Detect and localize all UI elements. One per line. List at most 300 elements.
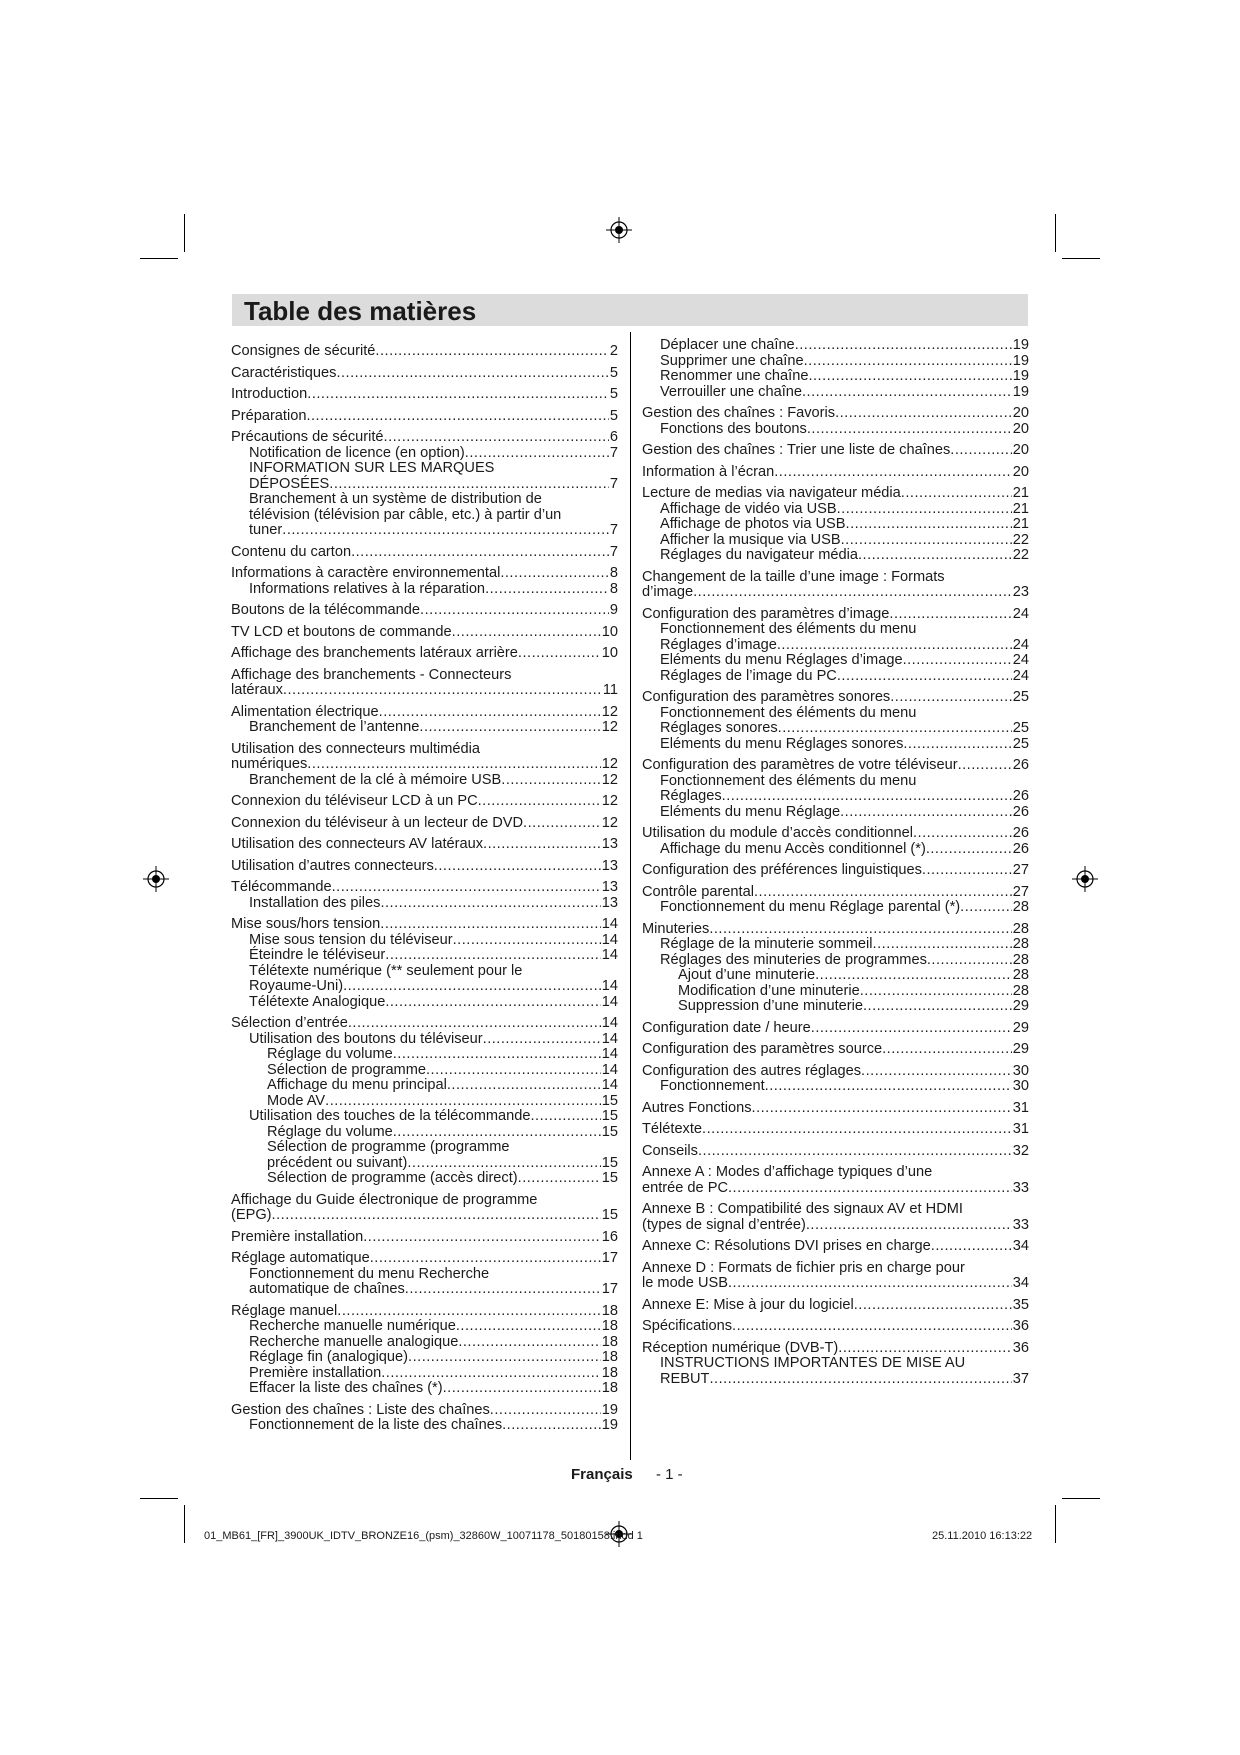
toc-page-number: 17 <box>601 1250 618 1266</box>
toc-entry <box>231 1032 618 1048</box>
toc-entry <box>231 1109 618 1125</box>
toc-page-number: 15 <box>601 1108 618 1124</box>
toc-entry <box>231 387 618 403</box>
leader-dots <box>861 1064 1012 1080</box>
toc-page-number: 21 <box>1012 485 1029 501</box>
toc-page-number: 34 <box>1012 1238 1029 1254</box>
leader-dots <box>393 1125 601 1141</box>
footer-language: Français <box>571 1466 633 1483</box>
toc-entry-text: (types de signal d’entrée) <box>642 1216 806 1233</box>
toc-page-number: 15 <box>601 1123 618 1140</box>
toc-page-number: 26 <box>1012 825 1029 841</box>
toc-entry <box>231 430 618 446</box>
leader-dots <box>501 773 601 789</box>
toc-entry-text: tuner <box>249 522 283 538</box>
toc-entry <box>642 937 1029 953</box>
crop-mark <box>140 258 178 259</box>
toc-entry-text: Réglages des minuteries de programmes <box>660 951 927 968</box>
toc-page-number: 32 <box>1012 1142 1029 1159</box>
leader-dots <box>693 585 1012 601</box>
toc-entry-text: Conseils <box>642 1142 698 1159</box>
toc-page-number: 20 <box>1012 405 1029 421</box>
toc-entry <box>642 1356 1029 1387</box>
toc-page-number: 26 <box>1012 757 1029 773</box>
leader-dots <box>329 477 609 493</box>
toc-entry-text: Fonctionnement des éléments du menu <box>660 772 917 789</box>
toc-entry-text: Informations relatives à la réparation <box>249 580 486 597</box>
toc-entry-text: Télécommande <box>231 879 332 895</box>
toc-entry-text: Utilisation des touches de la télécommande <box>249 1108 531 1124</box>
crop-mark <box>184 1505 185 1543</box>
toc-entry <box>231 1403 618 1419</box>
leader-dots <box>922 863 1012 879</box>
toc-page-number: 8 <box>609 565 618 581</box>
toc-entry <box>642 1319 1029 1335</box>
leader-dots <box>307 757 601 773</box>
toc-entry-text: Première installation <box>249 1364 382 1381</box>
leader-dots <box>854 1298 1012 1314</box>
leader-dots <box>337 1304 600 1320</box>
toc-page-number: 24 <box>1012 636 1029 653</box>
toc-entry-text: Autres Fonctions <box>642 1099 752 1116</box>
toc-entry <box>642 517 1029 533</box>
toc-entry-text: Renommer une chaîne <box>660 368 809 384</box>
toc-entry-text: Configuration des autres réglages <box>642 1062 862 1079</box>
toc-page-number: 31 <box>1012 1121 1029 1137</box>
toc-entry <box>642 863 1029 879</box>
toc-entry <box>231 545 618 561</box>
toc-entry <box>642 465 1029 481</box>
leader-dots <box>950 443 1012 459</box>
leader-dots <box>732 1319 1012 1335</box>
toc-entry-text: Première installation <box>231 1228 364 1245</box>
leader-dots <box>698 1144 1012 1160</box>
toc-page-number: 14 <box>601 1077 618 1093</box>
toc-page-number: 14 <box>601 1061 618 1078</box>
toc-page-number: 28 <box>1012 899 1029 915</box>
toc-page-number: 36 <box>1012 1339 1029 1356</box>
leader-dots <box>453 933 601 949</box>
toc-entry-text: Consignes de sécurité <box>231 343 376 359</box>
toc-entry <box>642 486 1029 502</box>
toc-page-number: 27 <box>1012 883 1029 900</box>
toc-entry-text: Configuration des paramètres sonores <box>642 689 891 705</box>
toc-entry-text: Eléments du menu Réglages sonores <box>660 735 904 752</box>
toc-entry <box>642 1101 1029 1117</box>
leader-dots <box>860 984 1012 1000</box>
title-bar <box>232 294 1028 326</box>
toc-entry-text: Réglage de la minuterie sommeil <box>660 936 873 952</box>
toc-entry-text: Suppression d’une minuterie <box>678 998 863 1014</box>
leader-dots <box>385 995 600 1011</box>
toc-entry-text: Préparation <box>231 407 307 424</box>
toc-entry <box>231 896 618 912</box>
leader-dots <box>523 816 601 832</box>
toc-entry <box>642 406 1029 422</box>
toc-page-number: 13 <box>601 836 618 852</box>
toc-entry-text: Afficher la musique via USB <box>660 531 841 548</box>
toc-entry-text: Branchement à un système de distribution de <box>249 491 542 507</box>
leader-dots <box>765 1079 1012 1095</box>
toc-entry-text: Contrôle parental <box>642 883 754 900</box>
toc-entry-text: Boutons de la télécommande <box>231 602 421 618</box>
toc-entry <box>231 582 618 598</box>
toc-entry-text: Recherche manuelle analogique <box>249 1333 459 1350</box>
toc-entry <box>231 344 618 360</box>
leader-dots <box>702 1122 1012 1138</box>
toc-entry-text: Réception numérique (DVB-T) <box>642 1339 839 1356</box>
toc-page-number: 19 <box>601 1401 618 1418</box>
toc-page-number: 33 <box>1012 1179 1029 1196</box>
toc-entry-text: TV LCD et boutons de commande <box>231 623 452 640</box>
toc-page-number: 14 <box>601 993 618 1010</box>
toc-entry-text: Utilisation du module d’accès conditionnel <box>642 825 913 841</box>
toc-entry-text: entrée de PC <box>642 1179 728 1196</box>
toc-page-number: 13 <box>601 894 618 911</box>
toc-entry <box>231 933 618 949</box>
toc-entry-text: Réglage fin (analogique) <box>249 1349 409 1365</box>
toc-page-number: 35 <box>1012 1296 1029 1313</box>
leader-dots <box>385 948 600 964</box>
toc-page-number: 26 <box>1012 840 1029 857</box>
toc-entry <box>231 603 618 619</box>
leader-dots <box>447 1078 601 1094</box>
toc-page-number: 28 <box>1012 951 1029 968</box>
leader-dots <box>379 705 601 721</box>
toc-entry <box>231 409 618 425</box>
toc-page-number: 25 <box>1012 720 1029 736</box>
leader-dots <box>408 1350 601 1366</box>
leader-dots <box>452 625 601 641</box>
leader-dots <box>754 885 1012 901</box>
toc-page-number: 19 <box>601 1417 618 1433</box>
toc-page-number: 19 <box>1012 337 1029 353</box>
leader-dots <box>778 721 1012 737</box>
toc-page-number: 25 <box>1012 689 1029 705</box>
toc-entry-text: Télétexte numérique (** seulement pour le <box>249 962 523 979</box>
toc-entry <box>231 794 618 810</box>
leader-dots <box>419 720 600 736</box>
toc-entry-text: Fonctionnement du menu Recherche <box>249 1265 490 1282</box>
leader-dots <box>351 545 609 561</box>
toc-entry <box>231 1193 618 1224</box>
toc-page-number: 33 <box>1012 1216 1029 1233</box>
toc-entry <box>642 953 1029 969</box>
page-title: Table des matières <box>244 296 477 326</box>
toc-entry <box>231 1047 618 1063</box>
toc-entry <box>231 773 618 789</box>
toc-page-number: 12 <box>601 756 618 772</box>
toc-entry-text: d’image <box>642 584 694 600</box>
toc-entry-text: Eléments du menu Réglage <box>660 803 841 820</box>
toc-entry <box>642 1261 1029 1292</box>
toc-page-number: 27 <box>1012 862 1029 878</box>
leader-dots <box>837 669 1012 685</box>
leader-dots <box>380 917 601 933</box>
toc-entry-text: Fonctionnement des éléments du menu <box>660 621 917 637</box>
toc-entry <box>231 816 618 832</box>
toc-entry-text: Réglages sonores <box>660 720 778 736</box>
toc-page-number: 14 <box>601 916 618 932</box>
leader-dots <box>307 387 609 403</box>
toc-entry-text: numériques <box>231 756 308 772</box>
toc-page-number: 9 <box>609 602 618 618</box>
toc-entry <box>231 1125 618 1141</box>
toc-page-number: 14 <box>601 931 618 948</box>
leader-dots <box>348 1016 601 1032</box>
leader-dots <box>393 1047 601 1063</box>
toc-entry <box>231 1319 618 1335</box>
toc-page-number: 6 <box>609 429 618 445</box>
toc-page-number: 13 <box>601 879 618 895</box>
toc-entry <box>642 758 1029 774</box>
leader-dots <box>752 1101 1012 1117</box>
leader-dots <box>808 369 1011 385</box>
toc-entry-text: Connexion du téléviseur à un lecteur de DVD <box>231 814 524 831</box>
toc-entry-text: Annexe D : Formats de fichier pris en charge pour <box>642 1259 965 1276</box>
toc-page-number: 17 <box>601 1281 618 1297</box>
toc-page-number: 20 <box>1012 420 1029 437</box>
toc-entry <box>642 443 1029 459</box>
toc-entry-text: Fonctions des boutons <box>660 420 807 437</box>
toc-entry <box>642 622 1029 653</box>
leader-dots <box>465 446 609 462</box>
toc-entry-text: Annexe E: Mise à jour du logiciel <box>642 1296 854 1313</box>
toc-page-number: 19 <box>1012 368 1029 384</box>
toc-entry-text: Informations à caractère environnemental <box>231 565 501 581</box>
toc-entry-text: Télétexte <box>642 1121 703 1137</box>
crop-mark <box>1062 1498 1100 1499</box>
leader-dots <box>426 1063 601 1079</box>
toc-entry-text: Éteindre le téléviseur <box>249 947 386 963</box>
leader-dots <box>709 922 1011 938</box>
toc-page-number: 12 <box>601 703 618 720</box>
toc-entry <box>642 338 1029 354</box>
toc-page-number: 18 <box>601 1349 618 1365</box>
toc-page-number: 18 <box>601 1364 618 1381</box>
leader-dots <box>806 1218 1012 1234</box>
toc-entry-text: Configuration des préférences linguistiques <box>642 862 922 878</box>
toc-entry-text: Gestion des chaînes : Liste des chaînes <box>231 1401 490 1418</box>
registration-mark-icon <box>606 217 632 243</box>
toc-entry <box>642 1064 1029 1080</box>
crop-mark <box>1055 1505 1056 1543</box>
toc-entry-text: télévision (télévision par câble, etc.) à partir d’un <box>249 506 562 523</box>
toc-entry-text: Réglages du navigateur média <box>660 547 858 563</box>
toc-entry-text: Gestion des chaînes : Favoris <box>642 405 836 421</box>
leader-dots <box>336 366 608 382</box>
toc-entry-text: (EPG) <box>231 1207 272 1223</box>
leader-dots <box>456 1319 601 1335</box>
toc-page-number: 19 <box>1012 383 1029 400</box>
toc-page-number: 14 <box>601 978 618 994</box>
toc-entry-text: Affichage des branchements latéraux arrière <box>231 645 518 661</box>
toc-page-number: 22 <box>1012 547 1029 563</box>
leader-dots <box>903 737 1011 753</box>
toc-entry <box>231 446 618 462</box>
registration-mark-icon <box>1072 866 1098 892</box>
toc-entry-text: Utilisation des connecteurs multimédia <box>231 740 481 757</box>
toc-page-number: 23 <box>1012 584 1029 600</box>
toc-entry-text: Effacer la liste des chaînes (*) <box>249 1380 443 1396</box>
toc-entry <box>642 774 1029 805</box>
toc-entry-text: Télétexte Analogique <box>249 993 386 1010</box>
toc-entry <box>642 1021 1029 1037</box>
toc-entry <box>231 720 618 736</box>
leader-dots <box>709 1372 1011 1388</box>
toc-page-number: 13 <box>601 857 618 874</box>
toc-entry-text: le mode USB <box>642 1275 728 1291</box>
leader-dots <box>518 646 601 662</box>
toc-page-number: 30 <box>1012 1062 1029 1079</box>
toc-page-number: 5 <box>609 364 618 381</box>
toc-entry <box>231 995 618 1011</box>
toc-page-number: 21 <box>1012 500 1029 517</box>
toc-entry-text: Royaume-Uni) <box>249 978 344 994</box>
toc-entry <box>642 653 1029 669</box>
toc-entry <box>231 1094 618 1110</box>
crop-mark <box>1055 214 1056 252</box>
toc-entry <box>642 533 1029 549</box>
toc-entry-text: Utilisation d’autres connecteurs <box>231 857 434 874</box>
toc-entry <box>642 669 1029 685</box>
leader-dots <box>478 794 601 810</box>
toc-entry-text: Configuration des paramètres de votre téléviseur <box>642 757 958 773</box>
leader-dots <box>332 880 601 896</box>
toc-entry-text: Affichage du menu Accès conditionnel (*) <box>660 840 926 857</box>
toc-page-number: 24 <box>1012 667 1029 684</box>
toc-page-number: 15 <box>601 1207 618 1223</box>
toc-entry-text: Réglages <box>660 788 722 804</box>
leader-dots <box>282 523 609 539</box>
toc-entry-text: Lecture de medias via navigateur média <box>642 485 901 501</box>
toc-entry-text: Ajout d’une minuterie <box>678 967 816 983</box>
toc-entry <box>231 1078 618 1094</box>
toc-entry-text: Configuration des paramètres d’image <box>642 605 890 622</box>
leader-dots <box>483 837 601 853</box>
toc-entry-text: Réglage automatique <box>231 1250 370 1266</box>
toc-entry-text: Sélection de programme <box>267 1061 426 1078</box>
toc-entry <box>231 859 618 875</box>
toc-entry-text: Notification de licence (en option) <box>249 444 465 461</box>
toc-entry <box>642 706 1029 737</box>
toc-entry-text: Configuration des paramètres source <box>642 1041 883 1057</box>
toc-entry <box>231 625 618 641</box>
leader-dots <box>490 1403 601 1419</box>
toc-entry-text: automatique de chaînes <box>249 1281 405 1297</box>
leader-dots <box>807 422 1012 438</box>
toc-entry-text: Réglages de l’image du PC <box>660 667 837 684</box>
toc-page-number: 10 <box>601 623 618 640</box>
toc-entry <box>642 1341 1029 1357</box>
toc-entry <box>231 1335 618 1351</box>
toc-entry <box>231 461 618 492</box>
toc-left-column <box>231 338 618 1434</box>
toc-entry-text: Fonctionnement <box>660 1078 765 1094</box>
toc-entry-text: Mode AV <box>267 1092 326 1109</box>
toc-entry-text: REBUT <box>660 1370 710 1387</box>
toc-page-number: 20 <box>1012 442 1029 458</box>
leader-dots <box>728 1181 1012 1197</box>
toc-page-number: 14 <box>601 1030 618 1047</box>
toc-entry-text: Annexe A : Modes d’affichage typiques d’une <box>642 1164 933 1180</box>
toc-page-number: 15 <box>601 1170 618 1186</box>
toc-entry <box>231 1267 618 1298</box>
toc-page-number: 15 <box>601 1092 618 1109</box>
toc-entry-text: Fonctionnement des éléments du menu <box>660 704 917 721</box>
registration-mark-icon <box>143 866 169 892</box>
leader-dots <box>846 517 1012 533</box>
toc-page-number: 28 <box>1012 982 1029 999</box>
leader-dots <box>958 758 1012 774</box>
toc-entry-text: Sélection de programme (programme <box>267 1139 510 1155</box>
toc-entry-text: Affichage du menu principal <box>267 1077 447 1093</box>
toc-entry-text: Minuteries <box>642 920 710 937</box>
toc-entry-text: Supprimer une chaîne <box>660 352 804 369</box>
leader-dots <box>518 1171 601 1187</box>
leader-dots <box>903 653 1012 669</box>
leader-dots <box>890 690 1012 706</box>
toc-entry <box>642 385 1029 401</box>
toc-entry <box>642 999 1029 1015</box>
leader-dots <box>458 1335 600 1351</box>
toc-entry-text: Contenu du carton <box>231 543 352 560</box>
leader-dots <box>931 1239 1012 1255</box>
toc-entry-text: Annexe C: Résolutions DVI prises en charge <box>642 1238 931 1254</box>
toc-entry <box>231 1140 618 1171</box>
toc-entry-text: Information à l’écran <box>642 463 775 480</box>
toc-page-number: 21 <box>1012 516 1029 532</box>
toc-entry-text: Fonctionnement de la liste des chaînes <box>249 1417 503 1433</box>
toc-entry <box>642 422 1029 438</box>
toc-entry <box>231 1350 618 1366</box>
toc-entry-text: Déplacer une chaîne <box>660 337 795 353</box>
leader-dots <box>913 826 1012 842</box>
leader-dots <box>502 1418 601 1434</box>
toc-entry-text: Sélection de programme (accès direct) <box>267 1170 518 1186</box>
toc-page-number: 29 <box>1012 1041 1029 1057</box>
toc-entry <box>642 922 1029 938</box>
toc-entry <box>642 1144 1029 1160</box>
toc-entry-text: Réglage du volume <box>267 1123 393 1140</box>
leader-dots <box>873 937 1012 953</box>
toc-entry-text: Connexion du téléviseur LCD à un PC <box>231 793 478 809</box>
toc-entry <box>642 369 1029 385</box>
toc-page-number: 5 <box>609 386 618 402</box>
leader-dots <box>306 409 608 425</box>
toc-entry <box>642 984 1029 1000</box>
toc-entry-text: Introduction <box>231 386 308 402</box>
toc-page-number: 25 <box>1012 735 1029 752</box>
toc-page-number: 19 <box>1012 352 1029 369</box>
leader-dots <box>837 502 1012 518</box>
toc-page-number: 18 <box>601 1318 618 1334</box>
toc-page-number: 7 <box>609 475 618 492</box>
toc-entry-text: Affichage de vidéo via USB <box>660 500 837 517</box>
toc-page-number: 30 <box>1012 1078 1029 1094</box>
toc-entry <box>642 1042 1029 1058</box>
toc-page-number: 18 <box>601 1380 618 1396</box>
toc-entry-text: Branchement de l’antenne <box>249 719 420 735</box>
toc-page-number: 14 <box>601 1015 618 1031</box>
leader-dots <box>889 607 1011 623</box>
toc-entry-text: Affichage des branchements - Connecteurs <box>231 666 512 683</box>
toc-entry <box>231 837 618 853</box>
toc-entry-text: Verrouiller une chaîne <box>660 383 802 400</box>
toc-entry-text: Caractéristiques <box>231 364 337 381</box>
toc-page-number: 36 <box>1012 1318 1029 1334</box>
toc-entry <box>642 1122 1029 1138</box>
